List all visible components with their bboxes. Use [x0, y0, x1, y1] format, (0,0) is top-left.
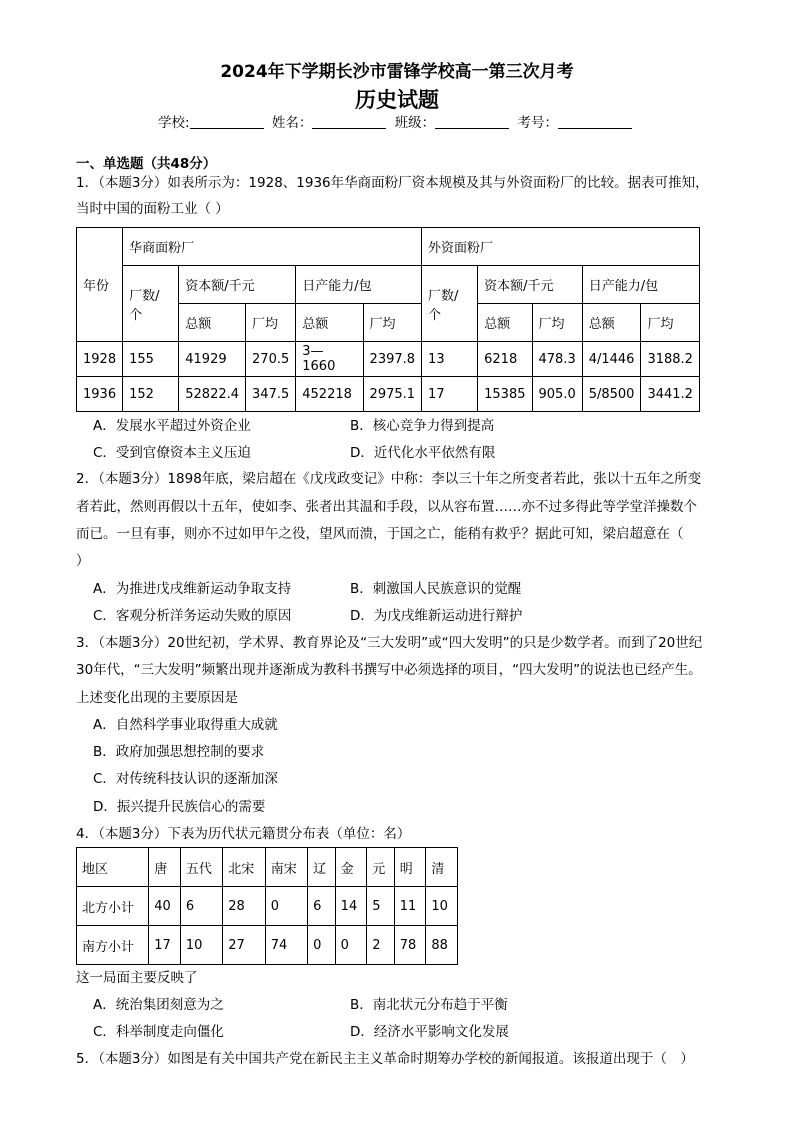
cell: 10: [426, 887, 458, 926]
q4-option-d[interactable]: D．经济水平影响文化发展: [350, 1024, 509, 1040]
question-4-after: 这一局面主要反映了: [76, 970, 198, 986]
cell: 0: [308, 926, 336, 965]
cell: 0: [335, 926, 367, 965]
q2-option-c[interactable]: C．客观分析洋务运动失败的原因: [93, 608, 292, 624]
q1-option-d[interactable]: D．近代化水平依然有限: [350, 445, 496, 461]
q3-option-a[interactable]: A．自然科学事业取得重大成就: [93, 717, 278, 733]
question-2-line4: ）: [76, 553, 90, 569]
cell: 17: [422, 377, 478, 412]
cell: 347.5: [246, 377, 296, 412]
q4-option-c[interactable]: C．科举制度走向僵化: [93, 1024, 224, 1040]
question-2-line1: 2．（本题3分）1898年底，梁启超在《戊戌政变记》中称：李以三十年之所变者若此，张以十五年之所变: [76, 471, 702, 487]
year-header: 年份: [77, 228, 123, 342]
q1-option-b[interactable]: B．核心竞争力得到提高: [350, 418, 495, 434]
cell: 478.3: [532, 342, 582, 377]
cell: 15385: [478, 377, 532, 412]
chinese-mills-header: 华商面粉厂: [123, 228, 422, 266]
question-2-line2: 者若此，然则再假以十五年，使如李、张者出其温和手段，以从容布置……亦不过多得此等学堂洋操数个: [76, 499, 697, 515]
cell: 155: [123, 342, 179, 377]
header-cell: 明: [394, 848, 426, 887]
cell: 17: [149, 926, 181, 965]
name-label: 姓名：: [271, 115, 313, 131]
foreign-mills-header: 外资面粉厂: [422, 228, 700, 266]
table-header-row: [77, 848, 458, 887]
cell: 5/8500: [582, 377, 641, 412]
fr-factories-header: 厂数/个: [422, 266, 478, 342]
fr-capacity-total: 总额: [582, 304, 641, 342]
question-3-line2: 30年代，“三大发明”频繁出现并逐渐成为教科书撰写中必须选择的项目，“四大发明”的说法也已经产生。: [76, 662, 702, 678]
cell: 78: [394, 926, 426, 965]
header-cell: 金: [335, 848, 367, 887]
fr-capital-total: 总额: [478, 304, 532, 342]
cell: 0: [265, 887, 307, 926]
cell: 6: [180, 887, 222, 926]
question-5-text: 5．（本题3分）如图是有关中国共产党在新民主主义革命时期筹办学校的新闻报道。该报道出现于（ ）: [76, 1051, 694, 1067]
exam-no-label: 考号：: [517, 115, 558, 131]
zhuangyuan-table: [76, 847, 458, 965]
class-blank[interactable]: [435, 114, 509, 129]
cell: 905.0: [532, 377, 582, 412]
flour-mill-table: [76, 227, 700, 412]
header-cell: 清: [426, 848, 458, 887]
header-cell: 五代: [180, 848, 222, 887]
student-info-line: [0, 111, 794, 131]
cell: 270.5: [246, 342, 296, 377]
cell: 74: [265, 926, 307, 965]
q2-option-d[interactable]: D．为戊戌维新运动进行辩护: [350, 608, 523, 624]
cell: 52822.4: [179, 377, 246, 412]
header-cell: 元: [367, 848, 395, 887]
table-row: [77, 926, 458, 965]
cn-capital-avg: 厂均: [246, 304, 296, 342]
cn-capacity-total: 总额: [296, 304, 363, 342]
cell: 11: [394, 887, 426, 926]
exam-no-blank[interactable]: [558, 114, 632, 129]
question-3-line3: 上述变化出现的主要原因是: [76, 690, 238, 706]
q2-option-a[interactable]: A．为推进戊戌维新运动争取支持: [93, 581, 292, 597]
question-3-line1: 3．（本题3分）20世纪初，学术界、教育界论及“三大发明”或“四大发明”的只是少数学者。而到了20世纪: [76, 635, 703, 651]
cell: 6: [308, 887, 336, 926]
fr-capacity-header: 日产能力/包: [582, 266, 699, 304]
header-cell: 唐: [149, 848, 181, 887]
subject-title: 历史试题: [355, 88, 439, 112]
class-label: 班级：: [394, 115, 436, 131]
q4-option-a[interactable]: A．统治集团刻意为之: [93, 997, 224, 1013]
cell: 2: [367, 926, 395, 965]
exam-title: 2024年下学期长沙市雷锋学校高一第三次月考: [220, 62, 574, 82]
cell: 14: [335, 887, 367, 926]
q3-option-d[interactable]: D．振兴提升民族信心的需要: [93, 799, 266, 815]
school-label: 学校:: [158, 115, 190, 131]
header-cell: 辽: [308, 848, 336, 887]
cell: 41929: [179, 342, 246, 377]
header-cell: 地区: [77, 848, 149, 887]
cell: 南方小计: [77, 926, 149, 965]
name-blank[interactable]: [312, 114, 386, 129]
header-cell: 北宋: [223, 848, 265, 887]
question-4-text: 4．（本题3分）下表为历代状元籍贯分布表（单位：名）: [76, 826, 411, 842]
fr-capital-avg: 厂均: [532, 304, 582, 342]
section-title: 一、单选题（共48分）: [76, 156, 217, 172]
cn-capacity-avg: 厂均: [363, 304, 422, 342]
cell: 5: [367, 887, 395, 926]
cn-capital-header: 资本额/千元: [179, 266, 296, 304]
cell: 27: [223, 926, 265, 965]
q2-option-b[interactable]: B．刺激国人民族意识的觉醒: [350, 581, 522, 597]
q1-option-c[interactable]: C．受到官僚资本主义压迫: [93, 445, 251, 461]
cell: 28: [223, 887, 265, 926]
question-1-text: 1．（本题3分）如表所示为：1928、1936年华商面粉厂资本规模及其与外资面粉厂的比较。据表可推知，当时中国的面粉工业（ ）: [76, 175, 709, 217]
cn-capacity-header: 日产能力/包: [296, 266, 422, 304]
cell: 1936: [77, 377, 123, 412]
cn-capital-total: 总额: [179, 304, 246, 342]
q1-option-a[interactable]: A．发展水平超过外资企业: [93, 418, 251, 434]
school-blank[interactable]: [190, 114, 264, 129]
cn-factories-header: 厂数/个: [123, 266, 179, 342]
cell: 152: [123, 377, 179, 412]
table-row: [77, 342, 700, 377]
question-2-line3: 而已。一旦有事，则亦不过如甲午之役，望风而溃，于国之亡，能稍有救乎？据此可知，梁启超意在（: [76, 526, 684, 542]
cell: 3188.2: [641, 342, 700, 377]
q4-option-b[interactable]: B．南北状元分布趋于平衡: [350, 997, 508, 1013]
fr-capacity-avg: 厂均: [641, 304, 700, 342]
header-cell: 南宋: [265, 848, 307, 887]
cell: 10: [180, 926, 222, 965]
q3-option-c[interactable]: C．对传统科技认识的逐渐加深: [93, 771, 278, 787]
cell: 6218: [478, 342, 532, 377]
cell: 1928: [77, 342, 123, 377]
cell: 3—1660: [296, 342, 363, 377]
cell: 4/1446: [582, 342, 641, 377]
cell: 北方小计: [77, 887, 149, 926]
cell: 40: [149, 887, 181, 926]
table-row: [77, 887, 458, 926]
cell: 13: [422, 342, 478, 377]
cell: 3441.2: [641, 377, 700, 412]
table-row: [77, 377, 700, 412]
q3-option-b[interactable]: B．政府加强思想控制的要求: [93, 744, 265, 760]
cell: 452218: [296, 377, 363, 412]
fr-capital-header: 资本额/千元: [478, 266, 583, 304]
cell: 2397.8: [363, 342, 422, 377]
cell: 2975.1: [363, 377, 422, 412]
cell: 88: [426, 926, 458, 965]
